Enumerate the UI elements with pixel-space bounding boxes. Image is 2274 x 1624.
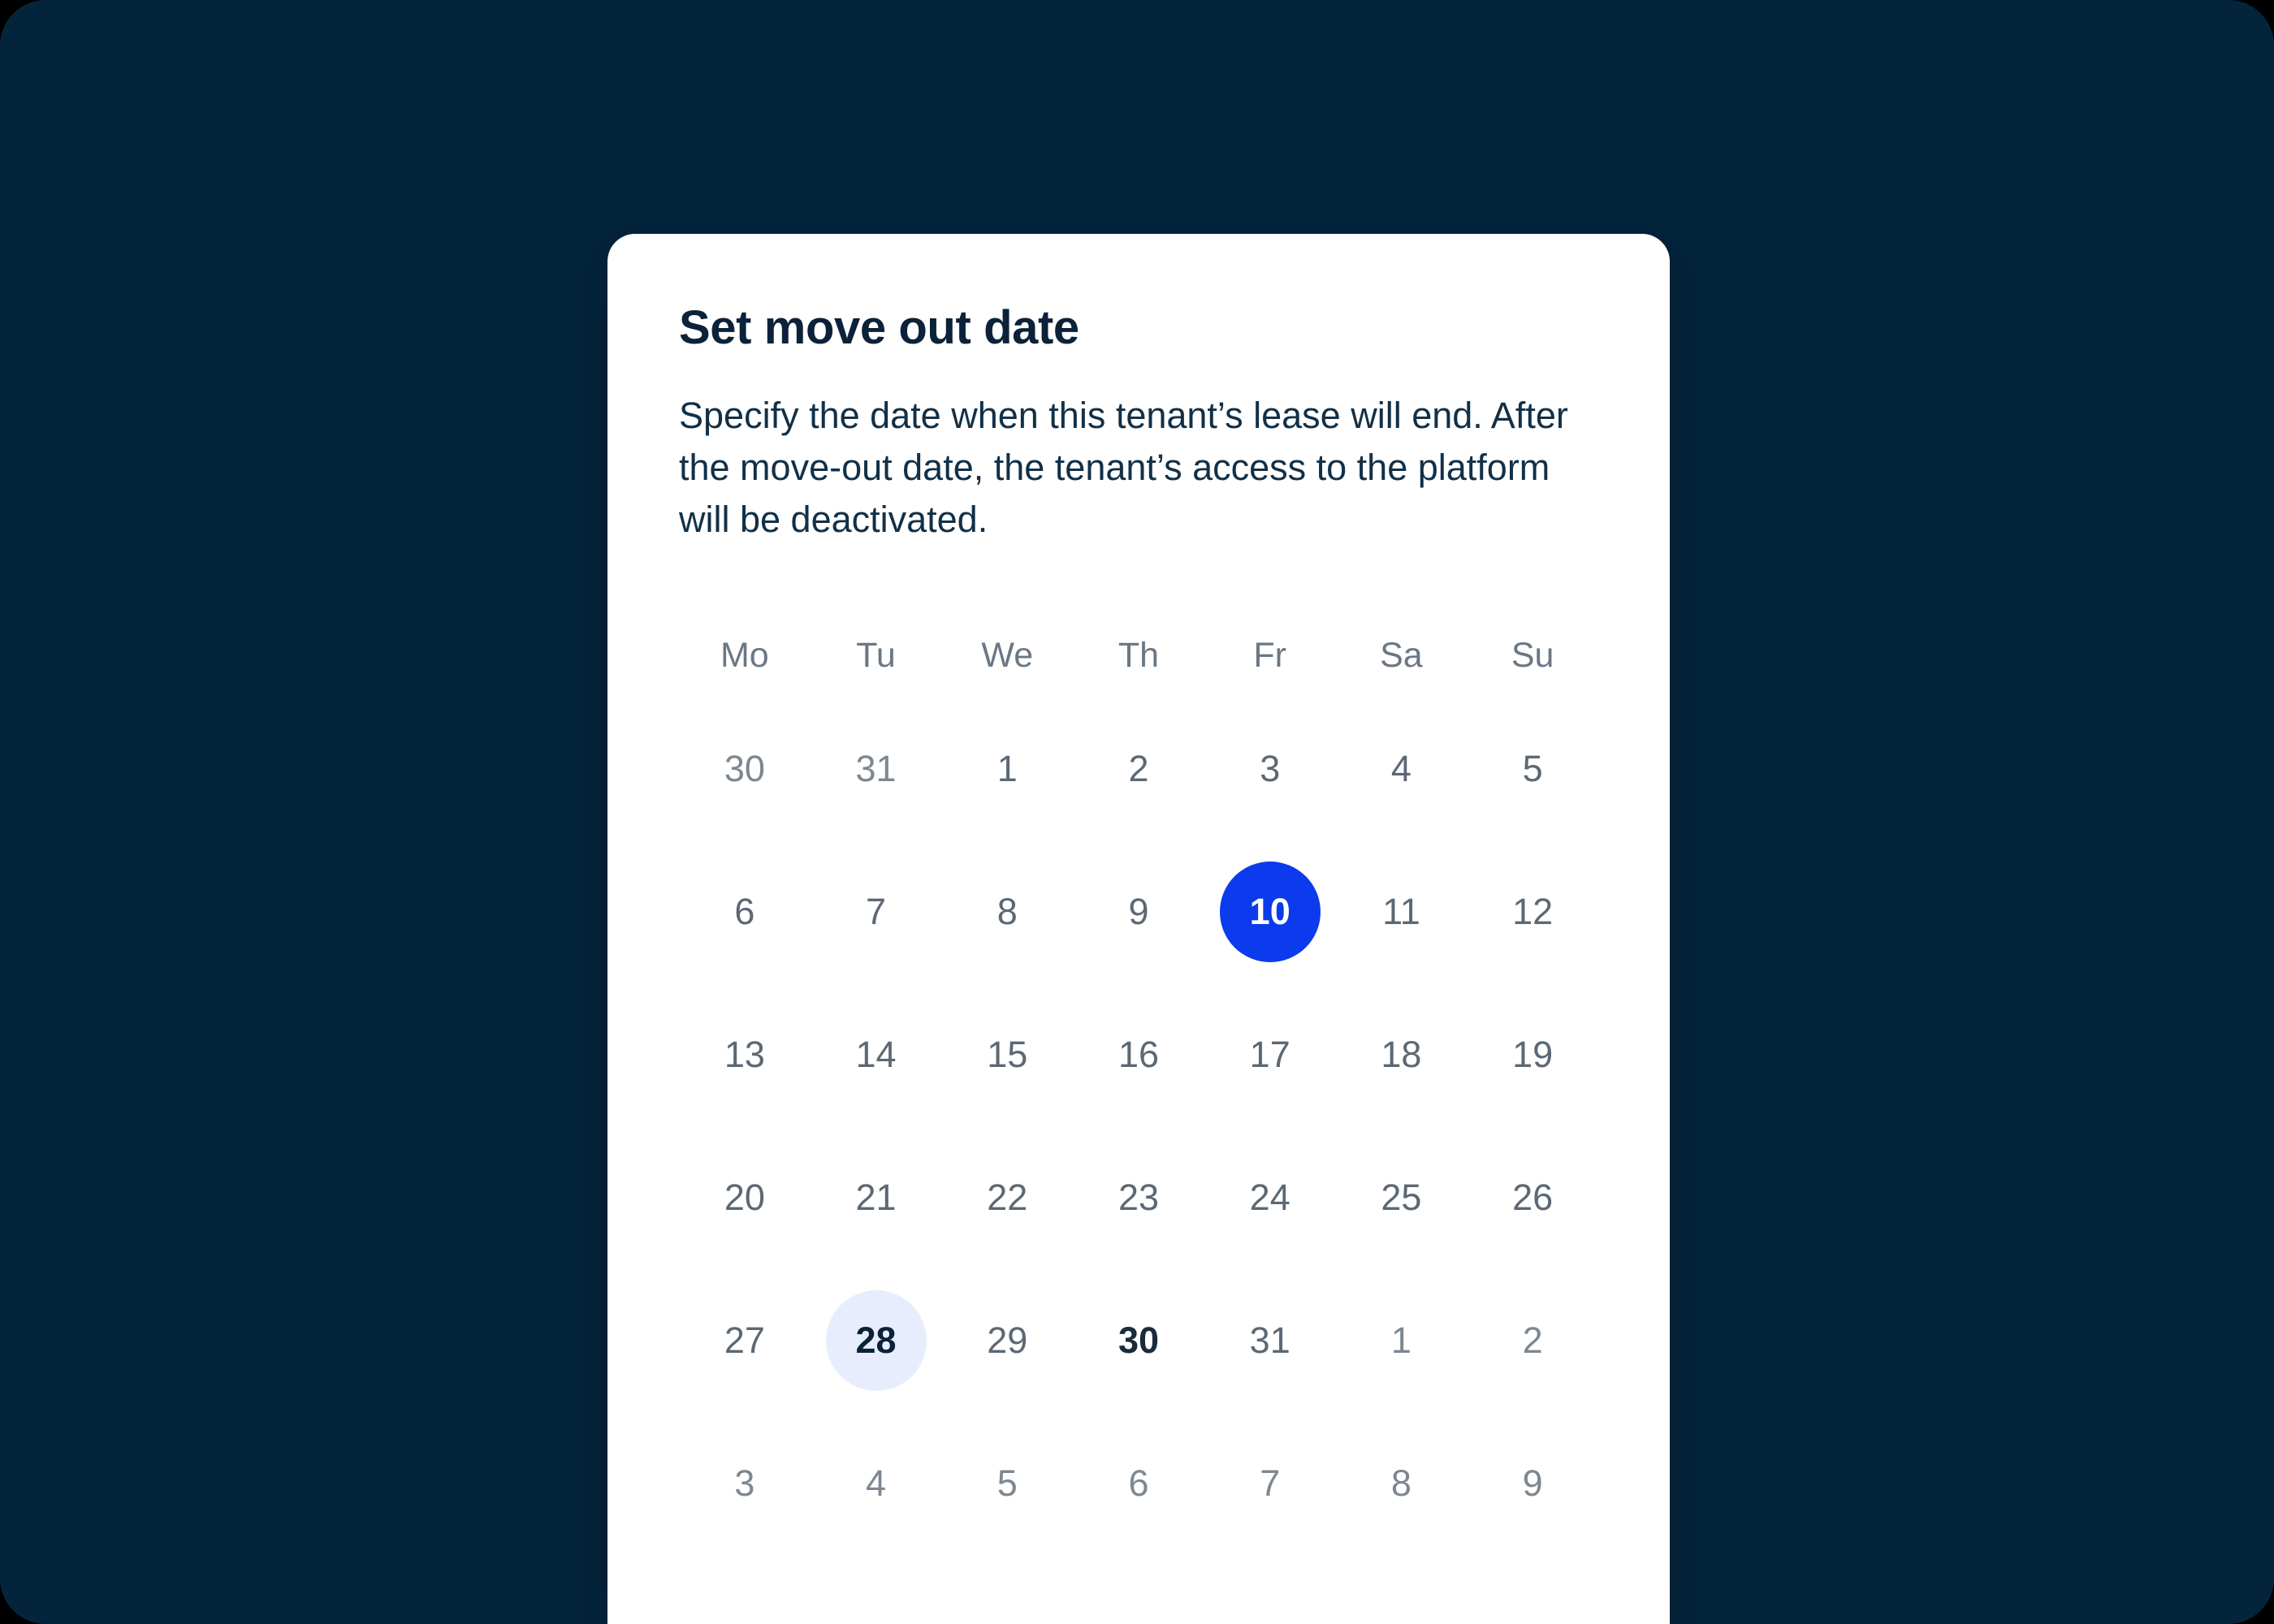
calendar-week-row [679,698,1598,840]
day-number[interactable]: 17 [1249,1034,1290,1076]
day-number[interactable]: 4 [866,1462,887,1505]
day-number[interactable]: 6 [1128,1462,1149,1505]
day-number[interactable]: 16 [1118,1034,1160,1076]
calendar-day-cell[interactable] [1204,1126,1336,1269]
calendar-day-cell[interactable] [1467,983,1598,1126]
calendar-day-cell[interactable] [1467,1126,1598,1269]
calendar-day-cell[interactable] [1204,1269,1336,1412]
calendar-day-cell[interactable] [679,983,811,1126]
calendar-day-cell-hovered[interactable] [811,1269,942,1412]
day-number[interactable]: 31 [855,748,897,790]
calendar-day-cell[interactable] [811,698,942,840]
calendar-weekday-header-row [679,613,1598,698]
day-number[interactable]: 5 [996,1462,1018,1505]
day-number[interactable]: 7 [866,891,887,933]
weekday-header-fr: Fr [1253,635,1286,675]
calendar-day-cell[interactable] [1204,983,1336,1126]
calendar-day-cell[interactable] [1073,1412,1204,1555]
day-number[interactable]: 1 [1390,1320,1412,1362]
calendar-day-cell[interactable] [1204,1412,1336,1555]
day-number-hovered[interactable]: 28 [826,1290,927,1391]
weekday-header-su: Su [1511,635,1554,675]
date-picker-calendar[interactable] [679,613,1598,1555]
calendar-day-cell[interactable] [1336,698,1468,840]
day-number[interactable]: 24 [1249,1177,1290,1219]
day-number[interactable]: 3 [1260,748,1281,790]
day-number[interactable]: 8 [1390,1462,1412,1505]
calendar-day-cell[interactable] [1073,983,1204,1126]
calendar-day-cell[interactable] [1204,698,1336,840]
weekday-header-tu: Tu [856,635,896,675]
calendar-day-cell[interactable] [1467,1412,1598,1555]
set-move-out-date-dialog [607,234,1670,1624]
day-number[interactable]: 18 [1381,1034,1422,1076]
day-number[interactable]: 29 [987,1320,1028,1362]
day-number[interactable]: 31 [1249,1320,1290,1362]
calendar-day-cell[interactable] [1336,1412,1468,1555]
calendar-week-row [679,1412,1598,1555]
day-number[interactable]: 27 [724,1320,765,1362]
calendar-day-cell[interactable] [679,1126,811,1269]
calendar-day-cell[interactable] [1336,983,1468,1126]
weekday-header-we: We [981,635,1034,675]
calendar-day-cell[interactable] [811,840,942,983]
day-number[interactable]: 1 [996,748,1018,790]
calendar-day-cell[interactable] [679,840,811,983]
day-number[interactable]: 20 [724,1177,765,1219]
calendar-week-row [679,840,1598,983]
weekday-header-sa: Sa [1380,635,1423,675]
dialog-title: Set move out date [679,301,1079,354]
day-number[interactable]: 4 [1390,748,1412,790]
day-number[interactable]: 8 [996,891,1018,933]
calendar-day-cell[interactable] [679,1412,811,1555]
calendar-week-row [679,1269,1598,1412]
calendar-week-row [679,1126,1598,1269]
calendar-week-row [679,983,1598,1126]
calendar-day-cell[interactable] [1073,1126,1204,1269]
day-number[interactable]: 5 [1522,748,1543,790]
calendar-day-cell[interactable] [1073,840,1204,983]
day-number[interactable]: 19 [1512,1034,1554,1076]
calendar-day-cell[interactable] [1467,1269,1598,1412]
calendar-day-cell[interactable] [679,1269,811,1412]
calendar-day-cell[interactable] [941,1126,1073,1269]
calendar-day-cell[interactable] [941,1269,1073,1412]
day-number[interactable]: 12 [1512,891,1554,933]
calendar-day-cell[interactable] [811,1126,942,1269]
calendar-day-cell[interactable] [941,840,1073,983]
day-number[interactable]: 13 [724,1034,765,1076]
calendar-day-cell[interactable] [941,1412,1073,1555]
day-number[interactable]: 11 [1382,891,1420,933]
weekday-header-mo: Mo [720,635,769,675]
day-number[interactable]: 15 [987,1034,1028,1076]
dialog-description: Specify the date when this tenant’s lease will end. After the move-out date, the tenant’s access to the platform will be deactivated. [679,394,1568,540]
day-number[interactable]: 9 [1522,1462,1543,1505]
day-number[interactable]: 14 [855,1034,897,1076]
calendar-day-cell-selected[interactable] [1204,840,1336,983]
calendar-day-cell[interactable] [1467,698,1598,840]
calendar-day-cell[interactable] [679,698,811,840]
day-number-selected[interactable]: 10 [1220,862,1321,962]
day-number[interactable]: 6 [734,891,755,933]
day-number[interactable]: 26 [1512,1177,1554,1219]
calendar-day-cell[interactable] [1336,840,1468,983]
day-number[interactable]: 2 [1128,748,1149,790]
weekday-header-th: Th [1118,635,1160,675]
day-number[interactable]: 21 [855,1177,897,1219]
calendar-day-cell[interactable] [811,983,942,1126]
calendar-day-cell[interactable] [941,983,1073,1126]
day-number[interactable]: 9 [1128,891,1149,933]
day-number[interactable]: 25 [1381,1177,1422,1219]
day-number[interactable]: 3 [734,1462,755,1505]
day-number[interactable]: 30 [1118,1320,1160,1362]
calendar-day-cell[interactable] [1336,1269,1468,1412]
day-number[interactable]: 23 [1118,1177,1160,1219]
calendar-day-cell[interactable] [1073,698,1204,840]
calendar-day-cell[interactable] [1467,840,1598,983]
day-number[interactable]: 2 [1522,1320,1543,1362]
calendar-day-cell[interactable] [811,1412,942,1555]
calendar-day-cell[interactable] [941,698,1073,840]
calendar-day-cell[interactable] [1073,1269,1204,1412]
day-number[interactable]: 7 [1260,1462,1281,1505]
day-number[interactable]: 22 [987,1177,1028,1219]
calendar-day-cell[interactable] [1336,1126,1468,1269]
day-number[interactable]: 30 [724,748,765,790]
